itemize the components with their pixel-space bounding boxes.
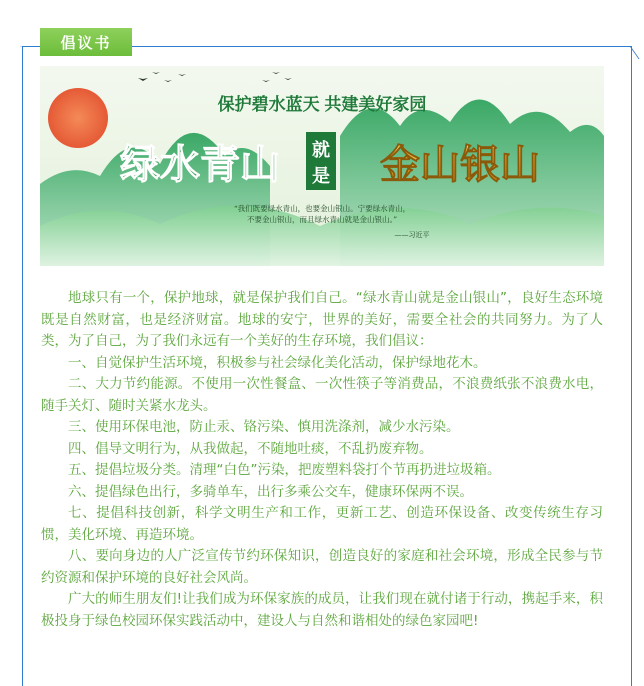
banner-quote-author: ——习近平 <box>394 231 430 239</box>
banner-title-left: 绿水青山 <box>120 141 280 188</box>
banner-slogan: 保护碧水蓝天 共建美好家园 <box>217 95 427 114</box>
paragraph-item-5: 五、提倡垃圾分类。清理“白色”污染，把废塑料袋打个节再扔进垃圾箱。 <box>68 462 501 478</box>
proposal-badge: 倡议书 <box>40 28 132 56</box>
paragraph-item-4: 四、倡导文明行为，从我做起，不随地吐痰，不乱扔废弃物。 <box>68 440 433 457</box>
paragraph-item-8: 八、要向身边的人广泛宣传节约环保知识，创造良好的家庭和社会环境，形成全民参与节约资源和保护环境的良好社会风尚。 <box>41 548 603 586</box>
banner-quote-line-2: 不要金山银山，而且绿水青山就是金山银山。” <box>246 215 398 224</box>
banner-image <box>40 66 604 266</box>
banner-title-mid-2: 是 <box>312 166 330 187</box>
banner-title-mid-1: 就 <box>312 140 330 161</box>
paragraph-item-3: 三、使用环保电池，防止汞、铬污染、慎用洗涤剂，减少水污染。 <box>68 419 460 435</box>
banner-title-right: 金山银山 <box>380 141 540 188</box>
paragraph-closing: 广大的师生朋友们!让我们成为环保家族的成员，让我们现在就付诸于行动，携起手来，积极投身于绿色校园环保实践活动中，建设人与自然和谐相处的绿色家园吧! <box>41 591 603 629</box>
paragraph-item-1: 一、自觉保护生活环境，积极参与社会绿化美化活动，保护绿地花木。 <box>68 354 487 371</box>
paragraph-item-6: 六、提倡绿色出行，多骑单车，出行多乘公交车，健康环保两不误。 <box>68 483 473 500</box>
banner-quote-line-1: “我们既要绿水青山，也要金山银山。宁要绿水青山， <box>233 204 411 213</box>
proposal-body <box>41 288 603 632</box>
paragraph-intro: 地球只有一个，保护地球，就是保护我们自己。“绿水青山就是金山银山”，良好生态环境既是自然财富，也是经济财富。地球的安宁，世界的美好，需要全社会的共同努力。为了人类，为了自己，为了我们永远有一个美好的生存环境，我们倡议： <box>41 290 603 349</box>
paragraph-item-7: 七、提倡科技创新，科学文明生产和工作，更新工艺、创造环保设备、改变传统生存习惯，美化环境、再造环境。 <box>41 505 603 543</box>
sun-icon <box>48 88 108 148</box>
paragraph-item-2: 二、大力节约能源。不使用一次性餐盒、一次性筷子等消费品，不浪费纸张不浪费水电，随手关灯、随时关紧水龙头。 <box>41 376 603 414</box>
